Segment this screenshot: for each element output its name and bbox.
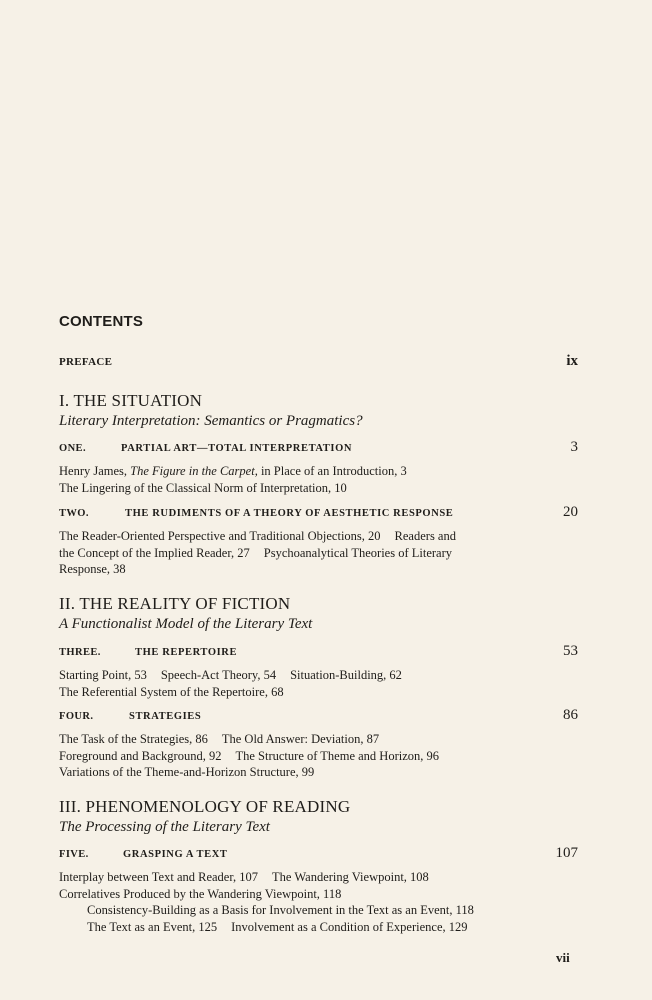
section-line xyxy=(59,764,578,781)
chapter-entry xyxy=(59,645,578,700)
chapter-number: THREE. xyxy=(59,647,101,658)
preface-entry xyxy=(59,353,578,372)
chapter-number: ONE. xyxy=(59,443,86,454)
chapter-page-number: 20 xyxy=(563,504,578,520)
chapter-number: TWO. xyxy=(59,508,89,519)
chapter-entry xyxy=(59,506,578,578)
part-subtitle: Literary Interpretation: Semantics or Pragmatics? xyxy=(59,413,363,429)
section-line xyxy=(59,667,578,684)
section-text: Interplay between Text and Reader, 107 xyxy=(59,870,259,884)
section-text-italic: The Figure in the Carpet, xyxy=(130,464,258,478)
page-folio: vii xyxy=(556,950,570,965)
section-line xyxy=(59,731,578,748)
section-line xyxy=(59,869,578,886)
section-line xyxy=(59,561,578,578)
section-text: Henry James, xyxy=(59,464,131,478)
chapter-sections xyxy=(59,528,578,578)
section-text: The Text as an Event, 125 xyxy=(87,919,218,934)
section-text: Starting Point, 53 xyxy=(59,668,147,682)
chapter-page-number: 3 xyxy=(570,439,578,455)
section-line xyxy=(59,886,578,903)
chapter-title: PARTIAL ART—TOTAL INTERPRETATION xyxy=(121,443,353,454)
chapter-entry xyxy=(59,441,578,496)
chapter-title: THE RUDIMENTS OF A THEORY OF AESTHETIC RESPONSE xyxy=(125,508,454,519)
section-text: Consistency-Building as a Basis for Involvement in the Text as an Event, 118 xyxy=(87,903,474,917)
section-text: the Concept of the Implied Reader, 27 xyxy=(59,545,250,560)
preface-page-number: ix xyxy=(566,353,578,369)
part-subtitle: The Processing of the Literary Text xyxy=(59,819,270,835)
section-line xyxy=(59,684,578,701)
section-text: The Reader-Oriented Perspective and Traditional Objections, 20 xyxy=(59,529,381,543)
section-text: The Referential System of the Repertoire, 68 xyxy=(59,684,284,699)
section-text: Psychoanalytical Theories of Literary xyxy=(263,545,453,560)
chapter-sections xyxy=(59,731,578,781)
part-title: II. THE REALITY OF FICTION xyxy=(59,594,291,613)
chapter-title: THE REPERTOIRE xyxy=(135,647,238,658)
section-text: Readers and xyxy=(394,529,456,543)
preface-label: PREFACE xyxy=(59,356,113,368)
section-text: The Lingering of the Classical Norm of Interpretation, 10 xyxy=(59,480,347,495)
section-line xyxy=(59,480,578,497)
section-line xyxy=(59,528,578,545)
section-line xyxy=(59,902,578,919)
chapter-page-number: 53 xyxy=(563,643,578,659)
section-text: The Old Answer: Deviation, 87 xyxy=(221,732,380,746)
part-heading xyxy=(59,594,578,634)
section-text: Response, 38 xyxy=(59,562,126,576)
chapter-number: FOUR. xyxy=(59,711,94,722)
section-text: The Task of the Strategies, 86 xyxy=(59,732,208,746)
contents-heading: CONTENTS xyxy=(59,313,144,330)
chapter-sections xyxy=(59,463,578,496)
section-line xyxy=(59,463,578,480)
section-text: Speech-Act Theory, 54 xyxy=(160,668,277,682)
chapter-sections xyxy=(59,667,578,700)
part-title: I. THE SITUATION xyxy=(59,391,203,410)
section-line xyxy=(59,919,578,936)
chapter-number: FIVE. xyxy=(59,849,89,860)
chapter-page-number: 107 xyxy=(555,845,578,861)
section-text: Correlatives Produced by the Wandering Viewpoint, 118 xyxy=(59,886,342,901)
section-text: Foreground and Background, 92 xyxy=(59,748,222,763)
section-text: The Structure of Theme and Horizon, 96 xyxy=(235,748,440,763)
part-title: III. PHENOMENOLOGY OF READING xyxy=(59,797,351,816)
section-text: Involvement as a Condition of Experience, 129 xyxy=(231,919,468,934)
chapter-entry xyxy=(59,847,578,935)
chapter-page-number: 86 xyxy=(563,707,578,723)
section-text: Situation-Building, 62 xyxy=(290,668,402,682)
part-heading xyxy=(59,391,578,431)
part-subtitle: A Functionalist Model of the Literary Text xyxy=(59,616,313,632)
chapter-sections xyxy=(59,869,578,935)
chapter-title: STRATEGIES xyxy=(129,711,202,722)
section-line xyxy=(59,545,578,562)
section-text: The Wandering Viewpoint, 108 xyxy=(272,870,429,884)
part-heading xyxy=(59,797,578,837)
chapter-title: GRASPING A TEXT xyxy=(123,849,228,860)
chapter-entry xyxy=(59,709,578,781)
section-line xyxy=(59,748,578,765)
section-text: in Place of an Introduction, 3 xyxy=(257,464,407,478)
section-text: Variations of the Theme-and-Horizon Structure, 99 xyxy=(59,765,315,779)
